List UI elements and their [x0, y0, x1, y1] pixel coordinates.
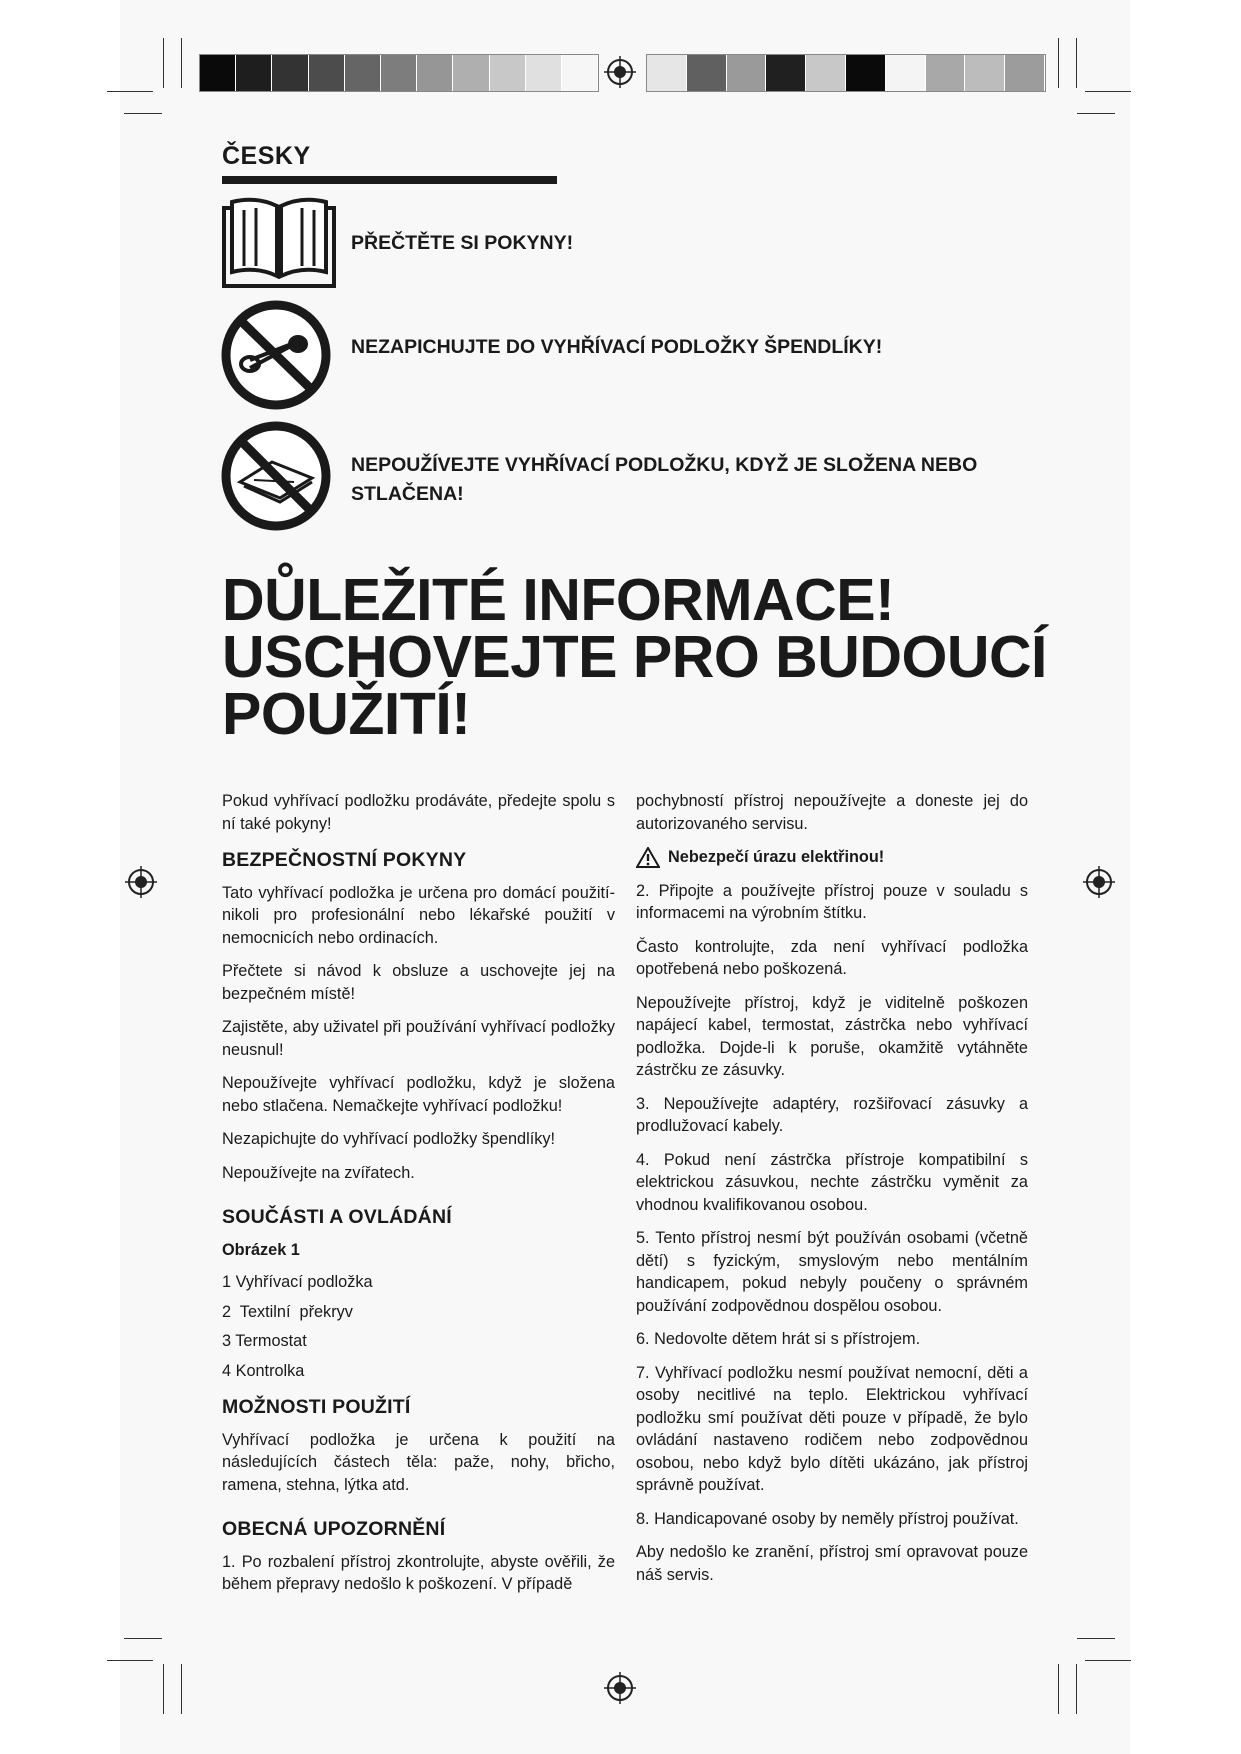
color-swatch	[766, 55, 806, 91]
color-swatch	[687, 55, 727, 91]
instruction-paragraph: 6. Nedovolte dětem hrát si s přístrojem.	[636, 1330, 921, 1348]
heading-rule	[222, 176, 557, 184]
crop-mark	[1076, 38, 1077, 88]
instruction-paragraph: 4. Pokud není zástrčka přístroje kompatibilní s elektrickou zásuvkou, nechte zástrčku vyměnit za vhodnou kvalifikovanou osobou.	[636, 1150, 1028, 1214]
language-heading: ČESKY	[222, 142, 311, 170]
warning-no-pins: NEZAPICHUJTE DO VYHŘÍVACÍ PODLOŽKY ŠPENDLÍKY!	[351, 336, 883, 358]
registration-mark-icon	[125, 866, 157, 898]
section-heading-safety: BEZPEČNOSTNÍ POKYNY	[222, 849, 467, 871]
crop-mark	[1058, 38, 1059, 88]
warning-no-folding: NEPOUŽÍVEJTE VYHŘÍVACÍ PODLOŽKU, KDYŽ JE SLOŽENA NEBO STLAČENA!	[351, 454, 978, 505]
instruction-paragraph: 8. Handicapované osoby by neměly přístroj používat.	[636, 1509, 1019, 1528]
instruction-paragraph: 5. Tento přístroj nesmí být používán osobami (včetně dětí) s fyzickým, smyslovým nebo mentálním handicapem, pokud nebyly poučeny o správném používání zodpovědnou dospělou osobou.	[636, 1229, 1028, 1315]
figure-label: Obrázek 1	[222, 1240, 300, 1259]
crop-mark	[163, 38, 164, 88]
instruction-paragraph: Často kontrolujte, zda není vyhřívací podložka opotřebená nebo poškozená.	[636, 937, 1028, 978]
color-swatch	[345, 55, 381, 91]
color-swatch	[309, 55, 345, 91]
color-swatch	[453, 55, 489, 91]
general-paragraph: 1. Po rozbalení přístroj zkontrolujte, abyste ověřili, že během přepravy nedošlo k poškození. V případě	[222, 1552, 615, 1593]
no-pins-icon	[220, 300, 332, 410]
safety-paragraph: Zajistěte, aby uživatel při používání vyhřívací podložky neusnul!	[222, 1018, 615, 1059]
section-heading-parts: SOUČÁSTI A OVLÁDÁNÍ	[222, 1206, 452, 1228]
registration-mark-icon	[604, 1672, 636, 1704]
instruction-paragraph: Aby nedošlo ke zranění, přístroj smí opravovat pouze náš servis.	[636, 1543, 1028, 1584]
instruction-paragraph: 2. Připojte a používejte přístroj pouze v souladu s informacemi na výrobním štítku.	[636, 881, 1028, 922]
color-swatch	[965, 55, 1005, 91]
parts-list-item: 4 Kontrolka	[222, 1361, 305, 1380]
parts-list-item: 2 Textilní překryv	[222, 1302, 353, 1321]
main-title-line: DŮLEŽITÉ INFORMACE!	[222, 567, 895, 633]
safety-paragraph: Nepoužívejte na zvířatech.	[222, 1163, 415, 1182]
safety-paragraph: Tato vyhřívací podložka je určena pro domácí použití-nikoli pro profesionální nebo lékařské použití v nemocnicích nebo ordinacích.	[222, 883, 615, 947]
left-column	[222, 790, 615, 1607]
uses-paragraph: Vyhřívací podložka je určena k použití na následujících částech těla: paže, nohy, břicho, ramena, stehna, lýtka atd.	[222, 1430, 615, 1494]
color-calibration-bar-right	[646, 54, 1046, 92]
safety-paragraph: Přečtete si návod k obsluze a uschovejte jej na bezpečném místě!	[222, 962, 615, 1003]
warning-read-instructions: PŘEČTĚTE SI POKYNY!	[351, 232, 574, 254]
color-swatch	[381, 55, 417, 91]
color-calibration-bar-left	[199, 54, 599, 92]
parts-list-item: 1 Vyhřívací podložka	[222, 1273, 373, 1291]
registration-mark-icon	[1083, 866, 1115, 898]
crop-mark	[107, 1660, 153, 1661]
intro-paragraph: Pokud vyhřívací podložku prodáváte, předejte spolu s ní také pokyny!	[222, 792, 615, 833]
no-folding-icon	[220, 420, 332, 532]
color-swatch	[1005, 55, 1045, 91]
crop-mark	[1085, 1660, 1131, 1661]
color-swatch	[272, 55, 308, 91]
instruction-paragraph: 3. Nepoužívejte adaptéry, rozšiřovací zásuvky a prodlužovací kabely.	[636, 1094, 1028, 1135]
right-column	[636, 790, 1028, 1597]
color-swatch	[417, 55, 453, 91]
color-swatch	[526, 55, 562, 91]
section-heading-general: OBECNÁ UPOZORNĚNÍ	[222, 1518, 446, 1540]
danger-label: Nebezpečí úrazu elektřinou!	[668, 848, 885, 866]
color-swatch	[647, 55, 687, 91]
color-swatch	[886, 55, 926, 91]
crop-mark	[124, 113, 162, 114]
registration-mark-icon	[604, 56, 636, 88]
crop-mark	[181, 1664, 182, 1714]
color-swatch	[562, 55, 598, 91]
crop-mark	[181, 38, 182, 88]
parts-list-item: 3 Termostat	[222, 1332, 307, 1350]
color-swatch	[806, 55, 846, 91]
color-swatch	[200, 55, 236, 91]
crop-mark	[1076, 1664, 1077, 1714]
crop-mark	[107, 91, 153, 92]
warning-triangle-icon	[636, 847, 660, 868]
color-swatch	[727, 55, 767, 91]
color-swatch	[846, 55, 886, 91]
main-title-line: POUŽITÍ!	[222, 681, 471, 747]
main-title	[222, 567, 1122, 747]
crop-mark	[1077, 113, 1115, 114]
color-swatch	[926, 55, 966, 91]
crop-mark	[124, 1638, 162, 1639]
instruction-paragraph: Nepoužívejte přístroj, když je viditelně poškozen napájecí kabel, termostat, zástrčka nebo vyhřívací podložka. Dojde-li k poruše, okamžitě vytáhněte zástrčku ze zásuvky.	[636, 993, 1028, 1079]
color-swatch	[490, 55, 526, 91]
crop-mark	[163, 1664, 164, 1714]
crop-mark	[1077, 1638, 1115, 1639]
safety-paragraph: Nezapichujte do vyhřívací podložky špendlíky!	[222, 1130, 556, 1148]
crop-mark	[1085, 91, 1131, 92]
instruction-paragraph: 7. Vyhřívací podložku nesmí používat nemocní, děti a osoby necitlivé na teplo. Elektrickou vyhřívací podložku smí používat děti pouze v případě, že bylo ovládání nastaveno rodičem nebo zodpovědnou osobou, nebo když bylo dítěti ukázáno, jak přístroj správně používat.	[636, 1363, 1028, 1494]
safety-paragraph: Nepoužívejte vyhřívací podložku, když je složena nebo stlačena. Nemačkejte vyhřívací podložku!	[222, 1074, 615, 1115]
section-heading-uses: MOŽNOSTI POUŽITÍ	[222, 1396, 411, 1418]
color-swatch	[236, 55, 272, 91]
main-title-line: USCHOVEJTE PRO BUDOUCÍ	[222, 624, 1047, 690]
continuation-paragraph: pochybností přístroj nepoužívejte a doneste jej do autorizovaného servisu.	[636, 792, 1028, 833]
electric-danger-note	[636, 846, 1028, 869]
crop-mark	[1058, 1664, 1059, 1714]
book-icon	[222, 196, 336, 290]
